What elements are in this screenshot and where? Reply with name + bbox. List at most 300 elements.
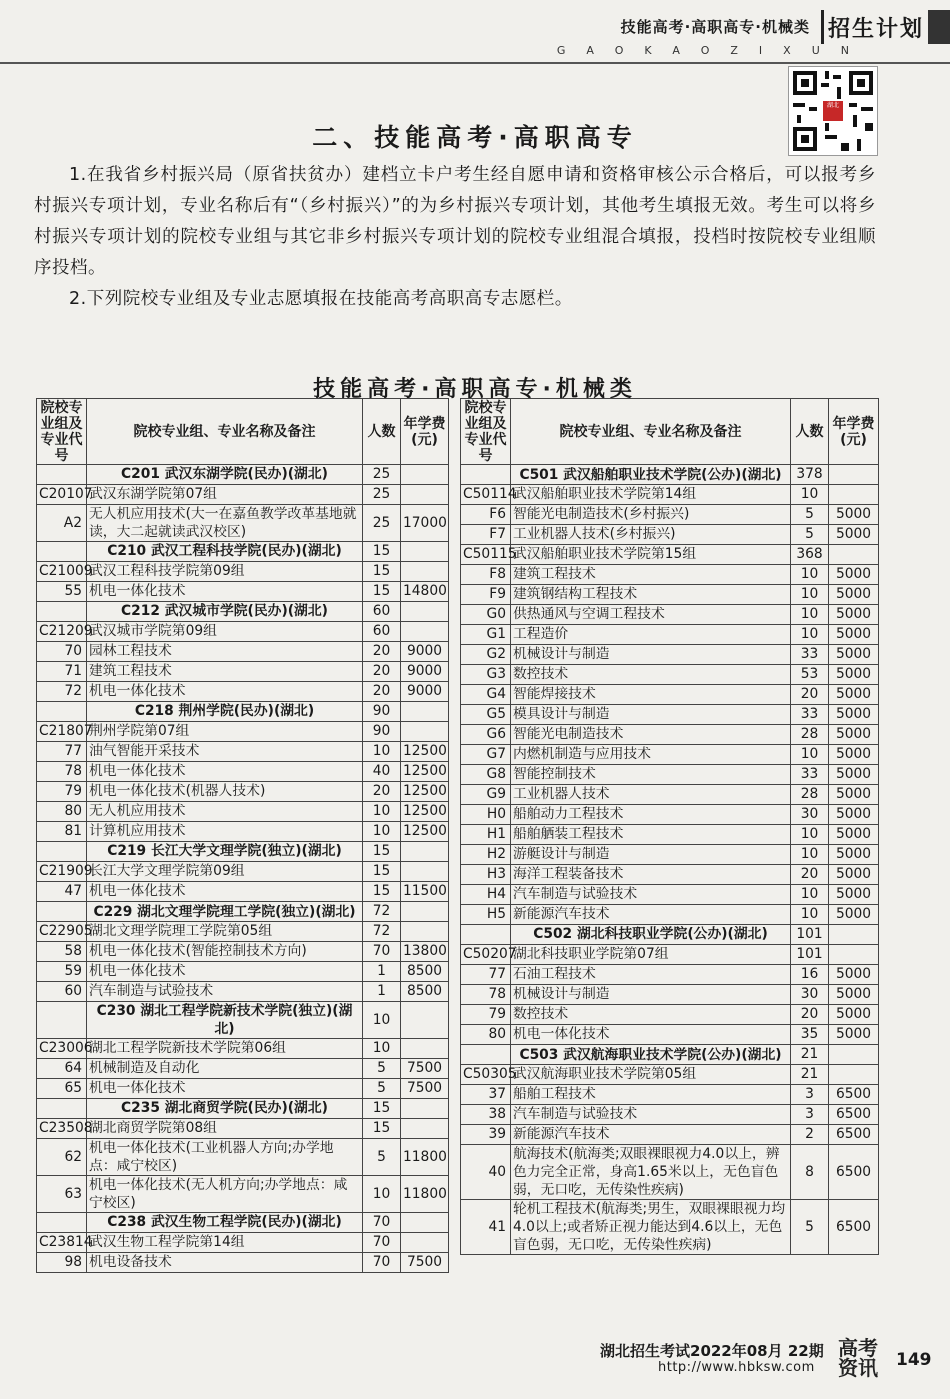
row-fee (401, 922, 449, 942)
row-fee: 8500 (401, 962, 449, 982)
row-count: 368 (791, 545, 829, 565)
major-row (461, 1145, 879, 1200)
row-count: 8 (791, 1145, 829, 1200)
row-fee: 12500 (401, 762, 449, 782)
row-name: 内燃机制造与应用技术 (511, 745, 791, 765)
row-name: 园林工程技术 (87, 642, 363, 662)
row-name: 武汉船舶职业技术学院第15组 (511, 545, 791, 565)
major-row (37, 662, 449, 682)
row-fee: 5000 (829, 845, 879, 865)
major-row (461, 1105, 879, 1125)
row-code: 38 (461, 1105, 511, 1125)
group-row (37, 862, 449, 882)
row-name: 武汉东湖学院第07组 (87, 485, 363, 505)
row-fee: 5000 (829, 565, 879, 585)
school-row (37, 842, 449, 862)
row-name: 智能光电制造技术(乡村振兴) (511, 505, 791, 525)
major-row (461, 1125, 879, 1145)
row-code: C23006 (37, 1039, 87, 1059)
major-row (37, 582, 449, 602)
row-code: 39 (461, 1125, 511, 1145)
row-count: 5 (363, 1059, 401, 1079)
row-fee (401, 1039, 449, 1059)
group-row (37, 722, 449, 742)
row-count: 10 (363, 802, 401, 822)
row-name: 机电一体化技术(无人机方向;办学地点：咸宁校区) (87, 1176, 363, 1213)
row-count: 30 (791, 805, 829, 825)
row-fee: 5000 (829, 985, 879, 1005)
row-count: 15 (363, 542, 401, 562)
row-count: 10 (363, 1176, 401, 1213)
row-name: 湖北科技职业学院第07组 (511, 945, 791, 965)
row-fee: 5000 (829, 665, 879, 685)
row-fee (401, 1233, 449, 1253)
row-name: 机电设备技术 (87, 1253, 363, 1273)
header-pinyin: GAOKAOZIXUN (556, 44, 870, 57)
row-count: 10 (363, 822, 401, 842)
major-row (461, 905, 879, 925)
major-row (37, 822, 449, 842)
col-header-code: 院校专业组及专业代号 (461, 399, 511, 465)
school-row (37, 1213, 449, 1233)
row-fee: 17000 (401, 505, 449, 542)
major-row (461, 665, 879, 685)
row-fee: 5000 (829, 745, 879, 765)
row-count: 20 (791, 865, 829, 885)
row-code (37, 1213, 87, 1233)
row-name: 机电一体化技术 (87, 882, 363, 902)
row-fee: 11500 (401, 882, 449, 902)
row-count: 33 (791, 645, 829, 665)
col-header-count: 人数 (363, 399, 401, 465)
major-row (37, 682, 449, 702)
row-count: 15 (363, 1099, 401, 1119)
group-row (37, 485, 449, 505)
row-count: 378 (791, 465, 829, 485)
major-row (37, 962, 449, 982)
row-code: 64 (37, 1059, 87, 1079)
row-name: 武汉城市学院第09组 (87, 622, 363, 642)
row-fee: 11800 (401, 1139, 449, 1176)
school-row (37, 1002, 449, 1039)
row-fee: 12500 (401, 822, 449, 842)
row-name: 工业机器人技术(乡村振兴) (511, 525, 791, 545)
row-code: C21909 (37, 862, 87, 882)
row-code: H5 (461, 905, 511, 925)
school-row (37, 602, 449, 622)
row-fee: 6500 (829, 1145, 879, 1200)
row-code: 63 (37, 1176, 87, 1213)
row-name: 长江大学文理学院第09组 (87, 862, 363, 882)
row-code: 41 (461, 1200, 511, 1255)
row-name: 无人机应用技术 (87, 802, 363, 822)
row-code: C50114 (461, 485, 511, 505)
row-code: G2 (461, 645, 511, 665)
row-fee: 6500 (829, 1105, 879, 1125)
row-count: 20 (791, 1005, 829, 1025)
row-fee: 5000 (829, 605, 879, 625)
row-name: C230 湖北工程学院新技术学院(独立)(湖北) (87, 1002, 363, 1039)
row-code: 71 (37, 662, 87, 682)
row-count: 10 (791, 565, 829, 585)
row-count: 20 (363, 782, 401, 802)
row-fee (829, 945, 879, 965)
major-row (37, 882, 449, 902)
row-name: 新能源汽车技术 (511, 905, 791, 925)
row-name: 计算机应用技术 (87, 822, 363, 842)
row-fee: 5000 (829, 885, 879, 905)
row-name: 机电一体化技术 (87, 682, 363, 702)
row-code: 72 (37, 682, 87, 702)
row-name: 机电一体化技术 (87, 1079, 363, 1099)
row-code: G4 (461, 685, 511, 705)
major-row (37, 802, 449, 822)
row-name: C218 荆州学院(民办)(湖北) (87, 702, 363, 722)
row-fee: 5000 (829, 805, 879, 825)
major-row (37, 505, 449, 542)
row-count: 1 (363, 982, 401, 1002)
row-fee: 7500 (401, 1079, 449, 1099)
row-count: 15 (363, 862, 401, 882)
major-row (461, 605, 879, 625)
row-code (461, 925, 511, 945)
row-count: 10 (791, 585, 829, 605)
row-count: 30 (791, 985, 829, 1005)
row-name: 船舶动力工程技术 (511, 805, 791, 825)
row-count: 16 (791, 965, 829, 985)
row-name: 湖北工程学院新技术学院第06组 (87, 1039, 363, 1059)
col-header-count: 人数 (791, 399, 829, 465)
row-name: 机电一体化技术(智能控制技术方向) (87, 942, 363, 962)
group-row (37, 922, 449, 942)
row-code (37, 1099, 87, 1119)
row-name: 数控技术 (511, 665, 791, 685)
row-code: 77 (461, 965, 511, 985)
row-count: 5 (791, 1200, 829, 1255)
row-fee: 13800 (401, 942, 449, 962)
row-count: 20 (791, 685, 829, 705)
row-count: 25 (363, 505, 401, 542)
row-fee (401, 602, 449, 622)
row-name: 游艇设计与制造 (511, 845, 791, 865)
row-name: 机电一体化技术 (511, 1025, 791, 1045)
header-divider (821, 10, 824, 44)
major-row (37, 1079, 449, 1099)
footer-logo: 高考资讯 (838, 1336, 878, 1380)
row-fee (829, 1045, 879, 1065)
row-count: 40 (363, 762, 401, 782)
major-row (37, 742, 449, 762)
row-count: 25 (363, 465, 401, 485)
row-code (37, 1002, 87, 1039)
row-code: C21209 (37, 622, 87, 642)
row-code: C20107 (37, 485, 87, 505)
row-fee: 7500 (401, 1253, 449, 1273)
row-fee (401, 1213, 449, 1233)
row-code: G9 (461, 785, 511, 805)
major-row (37, 982, 449, 1002)
major-row (461, 825, 879, 845)
section-title: 二、技能高考·高职高专 (312, 123, 638, 152)
major-row (461, 785, 879, 805)
enrollment-table-left (36, 398, 449, 1273)
row-fee: 5000 (829, 725, 879, 745)
row-fee (401, 722, 449, 742)
row-count: 101 (791, 925, 829, 945)
row-code: 78 (461, 985, 511, 1005)
row-code: C21009 (37, 562, 87, 582)
col-header-code: 院校专业组及专业代号 (37, 399, 87, 465)
header-rule (0, 62, 950, 64)
row-name: C503 武汉航海职业技术学院(公办)(湖北) (511, 1045, 791, 1065)
row-count: 15 (363, 842, 401, 862)
row-count: 53 (791, 665, 829, 685)
row-count: 10 (363, 1002, 401, 1039)
row-fee (401, 485, 449, 505)
enrollment-table-right (460, 398, 879, 1255)
row-fee: 5000 (829, 905, 879, 925)
row-name: 建筑钢结构工程技术 (511, 585, 791, 605)
major-row (461, 765, 879, 785)
row-code: H0 (461, 805, 511, 825)
group-row (461, 1065, 879, 1085)
row-fee: 7500 (401, 1059, 449, 1079)
row-name: 汽车制造与试验技术 (511, 1105, 791, 1125)
row-count: 10 (791, 605, 829, 625)
major-row (461, 705, 879, 725)
row-count: 15 (363, 562, 401, 582)
row-name: 湖北文理学院理工学院第05组 (87, 922, 363, 942)
row-fee: 5000 (829, 965, 879, 985)
row-count: 70 (363, 1253, 401, 1273)
major-row (461, 965, 879, 985)
row-code: C23508 (37, 1119, 87, 1139)
row-fee (401, 702, 449, 722)
row-fee (401, 562, 449, 582)
major-row (37, 1059, 449, 1079)
row-count: 15 (363, 582, 401, 602)
row-code: G8 (461, 765, 511, 785)
row-name: 武汉生物工程学院第14组 (87, 1233, 363, 1253)
school-row (37, 542, 449, 562)
row-code: G3 (461, 665, 511, 685)
row-fee: 5000 (829, 585, 879, 605)
header-section: 招生计划 (827, 17, 924, 42)
row-count: 5 (791, 505, 829, 525)
major-row (461, 625, 879, 645)
major-row (461, 725, 879, 745)
row-code (461, 1045, 511, 1065)
row-count: 28 (791, 725, 829, 745)
row-count: 15 (363, 1119, 401, 1139)
row-code: F8 (461, 565, 511, 585)
row-fee: 9000 (401, 662, 449, 682)
row-fee (401, 1099, 449, 1119)
intro-text (34, 160, 876, 315)
col-header-name: 院校专业组、专业名称及备注 (511, 399, 791, 465)
row-code: F6 (461, 505, 511, 525)
row-code: 79 (37, 782, 87, 802)
row-code: G1 (461, 625, 511, 645)
row-count: 21 (791, 1045, 829, 1065)
school-row (461, 465, 879, 485)
row-code: G7 (461, 745, 511, 765)
major-row (461, 985, 879, 1005)
row-count: 5 (363, 1079, 401, 1099)
row-count: 5 (791, 525, 829, 545)
row-fee: 11800 (401, 1176, 449, 1213)
row-name: 机电一体化技术 (87, 962, 363, 982)
major-row (37, 1176, 449, 1213)
header-category: 技能高考·高职高专·机械类 (620, 18, 810, 36)
row-fee: 5000 (829, 625, 879, 645)
row-code: 78 (37, 762, 87, 782)
row-count: 10 (791, 845, 829, 865)
row-count: 10 (363, 742, 401, 762)
row-fee: 5000 (829, 525, 879, 545)
row-count: 15 (363, 882, 401, 902)
major-row (461, 1005, 879, 1025)
row-name: 建筑工程技术 (511, 565, 791, 585)
row-code: 47 (37, 882, 87, 902)
group-row (461, 545, 879, 565)
group-row (461, 945, 879, 965)
row-fee: 5000 (829, 1025, 879, 1045)
row-code: C50305 (461, 1065, 511, 1085)
footer-issue: 湖北招生考试2022年08月 22期 (600, 1342, 824, 1360)
major-row (461, 1085, 879, 1105)
row-fee (401, 622, 449, 642)
row-name: 海洋工程装备技术 (511, 865, 791, 885)
row-fee (401, 1119, 449, 1139)
footer-url: http://www.hbksw.com (658, 1360, 815, 1375)
row-name: 机电一体化技术 (87, 762, 363, 782)
row-code: A2 (37, 505, 87, 542)
row-count: 28 (791, 785, 829, 805)
row-count: 3 (791, 1085, 829, 1105)
major-row (37, 642, 449, 662)
row-count: 101 (791, 945, 829, 965)
row-count: 70 (363, 1233, 401, 1253)
row-count: 90 (363, 722, 401, 742)
row-code: C50115 (461, 545, 511, 565)
row-name: 建筑工程技术 (87, 662, 363, 682)
school-row (37, 465, 449, 485)
major-row (37, 942, 449, 962)
row-name: C219 长江大学文理学院(独立)(湖北) (87, 842, 363, 862)
row-code: H1 (461, 825, 511, 845)
row-count: 10 (791, 745, 829, 765)
row-count: 1 (363, 962, 401, 982)
row-name: 武汉船舶职业技术学院第14组 (511, 485, 791, 505)
row-code: 40 (461, 1145, 511, 1200)
row-name: 供热通风与空调工程技术 (511, 605, 791, 625)
row-code (37, 702, 87, 722)
row-fee: 5000 (829, 705, 879, 725)
col-header-name: 院校专业组、专业名称及备注 (87, 399, 363, 465)
row-fee: 5000 (829, 825, 879, 845)
row-fee: 5000 (829, 1005, 879, 1025)
row-code: C23814 (37, 1233, 87, 1253)
major-row (37, 782, 449, 802)
row-code: 79 (461, 1005, 511, 1025)
row-fee: 12500 (401, 802, 449, 822)
row-name: 船舶工程技术 (511, 1085, 791, 1105)
row-code: 62 (37, 1139, 87, 1176)
row-code: F7 (461, 525, 511, 545)
row-code (37, 542, 87, 562)
row-code (37, 602, 87, 622)
row-name: C238 武汉生物工程学院(民办)(湖北) (87, 1213, 363, 1233)
school-row (461, 925, 879, 945)
table-title: 技能高考·高职高专·机械类 (313, 377, 637, 402)
row-fee: 12500 (401, 782, 449, 802)
school-row (37, 702, 449, 722)
intro-paragraph-1: 1.在我省乡村振兴局（原省扶贫办）建档立卡户考生经自愿申请和资格审核公示合格后，可以报考乡村振兴专项计划，专业名称后有“（乡村振兴）”的为乡村振兴专项计划，其他考生填报无效。考生可以将乡村振兴专项计划的院校专业组与其它非乡村振兴专项计划的院校专业组混合填报，投档时按院校专业组顺序投档。 (34, 165, 876, 278)
row-count: 10 (791, 625, 829, 645)
row-code: H4 (461, 885, 511, 905)
row-code: 65 (37, 1079, 87, 1099)
row-name: 轮机工程技术(航海类;男生，双眼裸眼视力均4.0以上;或者矫正视力能达到4.6以上，无色盲色弱，无口吃，无传染性疾病) (511, 1200, 791, 1255)
row-name: 航海技术(航海类;双眼裸眼视力4.0以上，辨色力完全正常，身高1.65米以上，无色盲色弱，无口吃，无传染性疾病) (511, 1145, 791, 1200)
group-row (37, 1233, 449, 1253)
row-name: 湖北商贸学院第08组 (87, 1119, 363, 1139)
row-fee: 5000 (829, 785, 879, 805)
page-header (0, 0, 950, 70)
header-bar (928, 10, 950, 44)
row-fee: 5000 (829, 685, 879, 705)
row-name: 石油工程技术 (511, 965, 791, 985)
row-count: 20 (363, 662, 401, 682)
row-fee (401, 842, 449, 862)
school-row (37, 1099, 449, 1119)
row-count: 10 (791, 485, 829, 505)
row-count: 21 (791, 1065, 829, 1085)
row-name: 模具设计与制造 (511, 705, 791, 725)
row-count: 70 (363, 942, 401, 962)
row-name: C212 武汉城市学院(民办)(湖北) (87, 602, 363, 622)
row-name: 武汉航海职业技术学院第05组 (511, 1065, 791, 1085)
row-fee: 6500 (829, 1125, 879, 1145)
major-row (461, 1200, 879, 1255)
school-row (37, 902, 449, 922)
group-row (461, 485, 879, 505)
row-name: 机电一体化技术(工业机器人方向;办学地点：咸宁校区) (87, 1139, 363, 1176)
row-code: C50207 (461, 945, 511, 965)
group-row (37, 1119, 449, 1139)
row-fee (829, 925, 879, 945)
major-row (461, 745, 879, 765)
intro-paragraph-2: 2.下列院校专业组及专业志愿填报在技能高考高职高专志愿栏。 (69, 289, 573, 309)
row-fee: 14800 (401, 582, 449, 602)
major-row (37, 1139, 449, 1176)
row-name: 智能控制技术 (511, 765, 791, 785)
row-name: C210 武汉工程科技学院(民办)(湖北) (87, 542, 363, 562)
row-count: 20 (363, 682, 401, 702)
row-code: H3 (461, 865, 511, 885)
school-row (461, 1045, 879, 1065)
col-header-fee: 年学费(元) (829, 399, 879, 465)
group-row (37, 622, 449, 642)
row-code: 55 (37, 582, 87, 602)
col-header-fee: 年学费(元) (401, 399, 449, 465)
row-code: G5 (461, 705, 511, 725)
major-row (37, 1253, 449, 1273)
row-count: 10 (791, 825, 829, 845)
row-fee (829, 1065, 879, 1085)
row-code: 80 (37, 802, 87, 822)
row-code: 37 (461, 1085, 511, 1105)
